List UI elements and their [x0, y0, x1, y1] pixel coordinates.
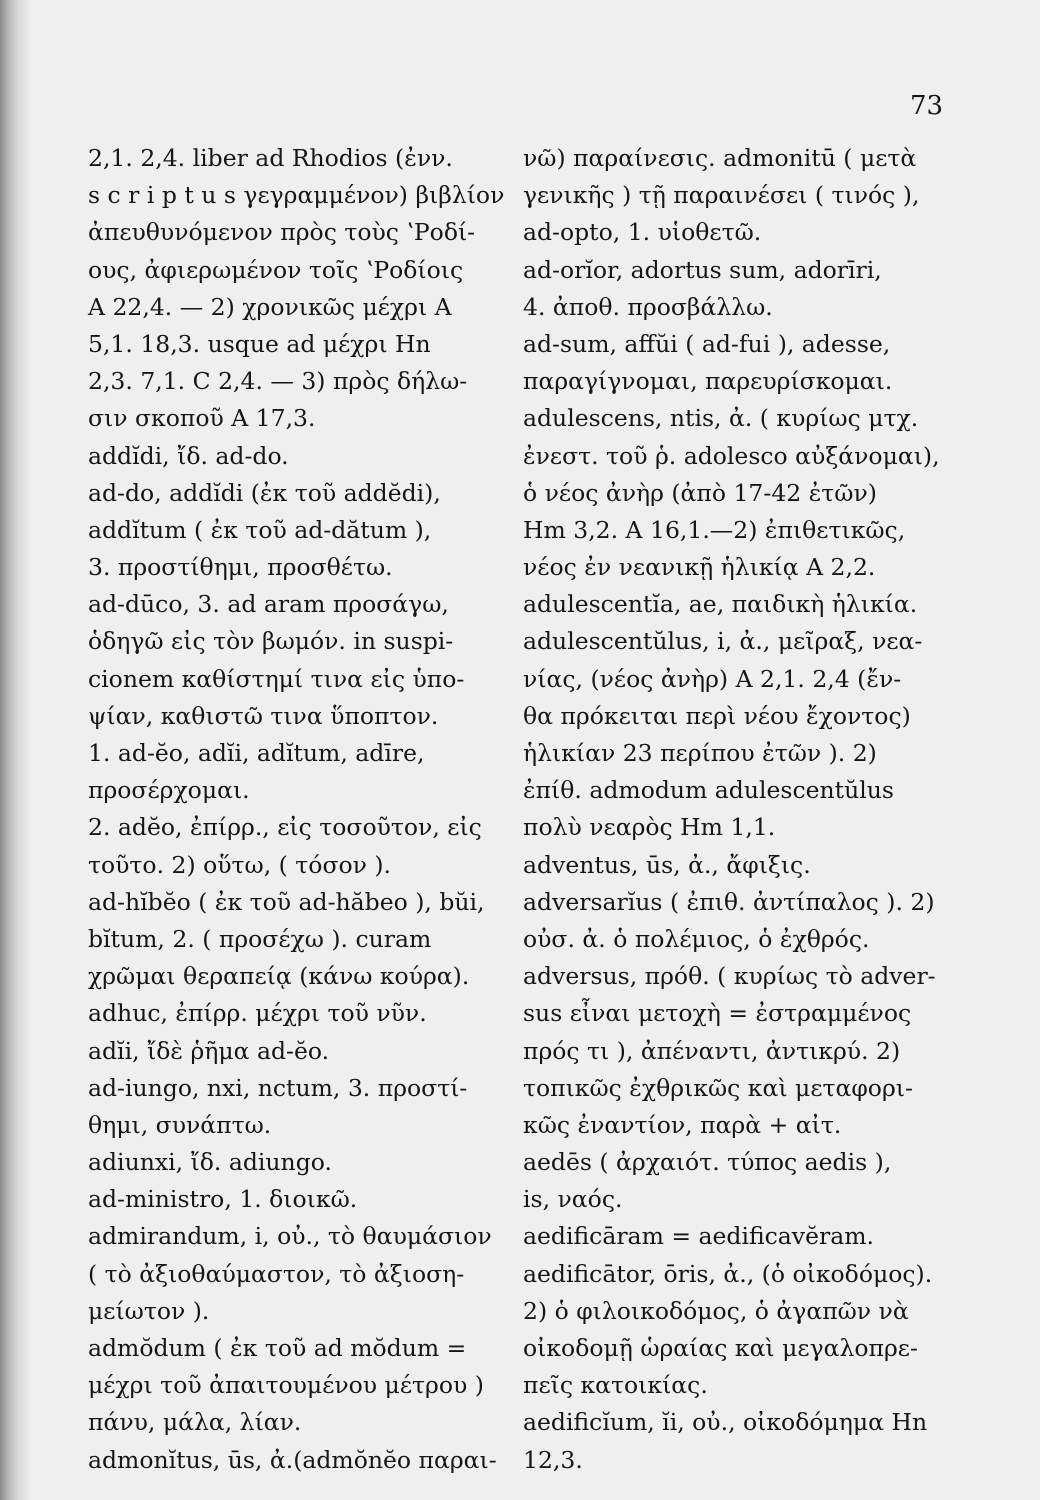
right-line-20: adventus, ūs, ἀ., ἄφιξις. [523, 850, 811, 879]
right-line-1: νῶ) παραίνεσις. admonitū ( μετὰ [523, 144, 917, 172]
right-line-18: ἐπίθ. admodum adulescentŭlus [523, 776, 894, 805]
left-line-25: adĭi, ἴδὲ ῥῆμα ad-ĕo. [88, 1036, 330, 1065]
left-line-33: admŏdum ( ἐκ τοῦ ad mŏdum = [88, 1334, 467, 1362]
right-line-31: aedificātor, ōris, ἀ., (ὁ οἰκοδόμος). [523, 1259, 933, 1288]
left-line-2: s c r i p t u s γεγραμμένον) βιβλίον [88, 181, 505, 210]
left-line-8: σιν σκοποῦ A 17,3. [88, 404, 316, 433]
left-line-28: adiunxi, ἴδ. adiungo. [88, 1148, 332, 1177]
left-line-18: προσέρχομαι. [88, 776, 250, 805]
right-line-5: 4. ἀποθ. προσβάλλω. [523, 292, 773, 321]
left-line-35: πάνυ, μάλα, λίαν. [88, 1408, 302, 1437]
left-line-13: ad-dūco, 3. ad aram προσάγω, [88, 590, 449, 619]
right-line-6: ad-sum, affŭi ( ad-fui ), adesse, [523, 329, 891, 358]
right-line-23: adversus, πρόθ. ( κυρίως τὸ adver- [523, 962, 936, 991]
left-line-9: addĭdi, ἴδ. ad-do. [88, 441, 289, 470]
left-line-31: ( τὸ ἀξιοθαύμαστον, τὸ ἀξιοση- [88, 1259, 465, 1288]
left-line-14: ὁδηγῶ εἰς τὸν βωμόν. in suspi- [88, 627, 454, 656]
left-line-12: 3. προστίθημι, προσθέτω. [88, 553, 393, 582]
left-line-23: χρῶμαι θεραπείᾳ (κάνω κούρα). [88, 962, 470, 991]
right-line-13: adulescentĭa, ae, παιδικὴ ἡλικία. [523, 590, 918, 619]
left-line-16: ψίαν, καθιστῶ τινα ὕποπτον. [88, 701, 439, 730]
left-line-1: 2,1. 2,4. liber ad Rhodios (ἐνν. [88, 144, 453, 172]
right-line-21: adversarĭus ( ἐπιθ. ἀντίπαλος ). 2) [523, 887, 935, 916]
right-line-25: πρός τι ), ἀπέναντι, ἀντικρύ. 2) [523, 1036, 901, 1065]
right-line-28: aedēs ( ἀρχαιότ. τύπος aedis ), [523, 1148, 892, 1177]
right-line-8: adulescens, ntis, ἀ. ( κυρίως μτχ. [523, 404, 919, 433]
left-line-34: μέχρι τοῦ ἀπαιτουμένου μέτρου ) [88, 1371, 484, 1400]
right-line-33: οἰκοδομῇ ὡραίας καὶ μεγαλοπρε- [523, 1334, 918, 1362]
left-column [88, 140, 505, 1479]
left-line-15: cionem καθίστημί τινα εἰς ὑπο- [88, 664, 465, 693]
right-line-10: ὁ νέος ἀνὴρ (ἀπὸ 17-42 ἐτῶν) [523, 478, 877, 507]
left-line-17: 1. ad-ĕo, adĭi, adĭtum, adīre, [88, 739, 425, 767]
right-line-32: 2) ὁ φιλοικοδόμος, ὁ ἀγαπῶν νὰ [523, 1296, 909, 1325]
right-line-12: νέος ἐν νεανικῇ ἡλικίᾳ A 2,2. [523, 553, 876, 582]
right-line-35: aedificĭum, ĭi, οὐ., οἰκοδόμημα Hn [523, 1408, 928, 1437]
right-line-2: γενικῆς ) τῇ παραινέσει ( τινός ), [523, 181, 920, 210]
right-line-17: ἡλικίαν 23 περίπου ἐτῶν ). 2) [523, 739, 877, 767]
right-line-3: ad-opto, 1. υἱοθετῶ. [523, 218, 762, 247]
right-line-16: θα πρόκειται περὶ νέου ἔχοντος) [523, 701, 911, 730]
right-line-15: νίας, (νέος ἀνὴρ) A 2,1. 2,4 (ἔν- [523, 664, 902, 693]
left-line-32: μείωτον ). [88, 1296, 210, 1325]
left-line-7: 2,3. 7,1. C 2,4. — 3) πρὸς δήλω- [88, 367, 468, 396]
left-line-19: 2. adĕo, ἐπίρρ., εἰς τοσοῦτον, εἰς [88, 813, 482, 842]
left-line-5: A 22,4. — 2) χρονικῶς μέχρι A [88, 292, 452, 321]
left-line-36: admonĭtus, ūs, ἀ.(admŏnĕo παραι- [88, 1445, 497, 1474]
left-line-6: 5,1. 18,3. usque ad μέχρι Hn [88, 329, 431, 358]
right-line-19: πολὺ νεαρὸς Hm 1,1. [523, 813, 776, 842]
left-line-27: θημι, συνάπτω. [88, 1110, 272, 1139]
page-number: 73 [910, 91, 944, 121]
left-line-21: ad-hĭbĕo ( ἐκ τοῦ ad-hăbeo ), bŭi, [88, 887, 485, 916]
left-line-3: ἀπευθυνόμενον πρὸς τοὺς ʽΡοδί- [88, 218, 476, 247]
right-line-30: aedificāram = aedificavĕram. [523, 1222, 874, 1251]
right-line-9: ἐνεστ. τοῦ ῥ. adolesco αὐξάνομαι), [523, 441, 940, 470]
book-spine-shadow [0, 0, 30, 1500]
left-line-26: ad-iungo, nxi, nctum, 3. προστί- [88, 1073, 468, 1102]
right-line-29: is, ναός. [523, 1185, 623, 1214]
left-line-4: ους, ἀφιερωμένον τοῖς ʽΡοδίοις [88, 255, 464, 284]
left-line-29: ad-ministro, 1. διοικῶ. [88, 1185, 358, 1214]
right-line-4: ad-orĭor, adortus sum, adorīri, [523, 255, 882, 284]
right-line-36: 12,3. [523, 1445, 583, 1474]
left-line-10: ad-do, addĭdi (ἐκ τοῦ addĕdi), [88, 478, 441, 507]
left-line-22: bĭtum, 2. ( προσέχω ). curam [88, 924, 432, 953]
left-line-20: τοῦτο. 2) οὕτω, ( τόσον ). [88, 850, 392, 879]
right-column [523, 140, 943, 1479]
right-line-22: οὐσ. ἀ. ὁ πολέμιος, ὁ ἐχθρός. [523, 924, 870, 953]
right-line-27: κῶς ἐναντίον, παρὰ + αἰτ. [523, 1110, 842, 1139]
left-line-30: admirandum, i, οὐ., τὸ θαυμάσιον [88, 1222, 492, 1251]
right-line-34: πεῖς κατοικίας. [523, 1371, 708, 1400]
right-line-11: Hm 3,2. A 16,1.—2) ἐπιθετικῶς, [523, 515, 906, 544]
right-line-14: adulescentŭlus, i, ἀ., μεῖραξ, νεα- [523, 627, 923, 656]
right-line-24: sus εἶναι μετοχὴ = ἐστραμμένος [523, 999, 912, 1028]
right-line-26: τοπικῶς ἐχθρικῶς καὶ μεταφορι- [523, 1073, 913, 1102]
left-line-24: adhuc, ἐπίρρ. μέχρι τοῦ νῦν. [88, 999, 427, 1028]
left-line-11: addĭtum ( ἐκ τοῦ ad-dătum ), [88, 515, 432, 544]
right-line-7: παραγίγνομαι, παρευρίσκομαι. [523, 367, 893, 396]
